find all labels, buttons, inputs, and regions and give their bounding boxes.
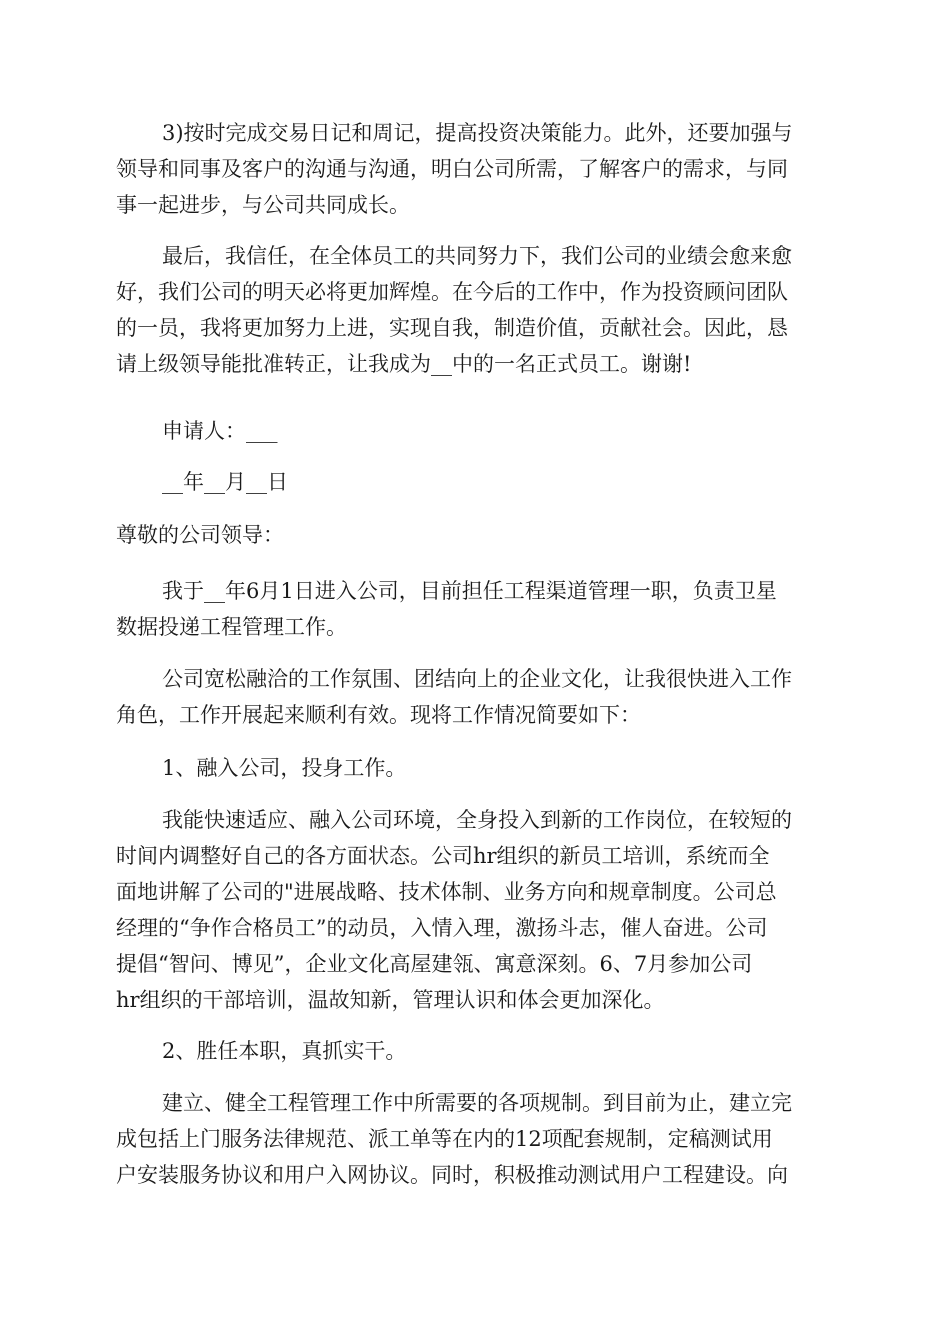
paragraph — [116, 115, 793, 223]
paragraph-line: 数据投递工程管理工作。 — [116, 615, 347, 639]
paragraph-line: 我于__年6月1日进入公司，目前担任工程渠道管理一职，负责卫星 — [162, 579, 777, 603]
document-body — [116, 0, 834, 1344]
paragraph-line: 时间内调整好自己的各方面状态。公司hr组织的新员工培训，系统而全 — [116, 844, 770, 868]
paragraph-line: 2、胜任本职，真抓实干。 — [162, 1039, 407, 1063]
paragraph-line: 申请人：___ — [162, 419, 278, 443]
paragraph-line: 面地讲解了公司的"进展战略、技术体制、业务方向和规章制度。公司总 — [116, 880, 777, 904]
paragraph-line: 事一起进步，与公司共同成长。 — [116, 193, 410, 217]
paragraph — [116, 573, 777, 645]
paragraph-line: 我能快速适应、融入公司环境，全身投入到新的工作岗位，在较短的 — [162, 808, 792, 832]
paragraph — [116, 750, 406, 786]
paragraph-line: 建立、健全工程管理工作中所需要的各项规制。到目前为止，建立完 — [162, 1091, 792, 1115]
paragraph — [116, 1033, 406, 1069]
paragraph — [116, 1085, 792, 1193]
paragraph — [116, 802, 792, 1018]
paragraph — [116, 661, 792, 733]
paragraph-line: 公司宽松融洽的工作氛围、团结向上的企业文化，让我很快进入工作 — [162, 667, 792, 691]
paragraph — [116, 238, 792, 382]
paragraph — [116, 413, 278, 449]
paragraph-line: 角色，工作开展起来顺利有效。现将工作情况简要如下： — [116, 703, 641, 727]
paragraph — [116, 517, 284, 553]
paragraph-line: 领导和同事及客户的沟通与沟通，明白公司所需，了解客户的需求，与同 — [116, 157, 788, 181]
paragraph-line: 最后，我信任，在全体员工的共同努力下，我们公司的业绩会愈来愈 — [162, 244, 792, 268]
paragraph-line: hr组织的干部培训，温故知新，管理认识和体会更加深化。 — [116, 988, 665, 1012]
paragraph-line: 好，我们公司的明天必将更加辉煌。在今后的工作中，作为投资顾问团队 — [116, 280, 788, 304]
paragraph-line: 1、融入公司，投身工作。 — [162, 756, 407, 780]
paragraph-line: 经理的“争作合格员工”的动员，入情入理，激扬斗志，催人奋进。公司 — [116, 916, 768, 940]
paragraph-line: 成包括上门服务法律规范、派工单等在内的12项配套规制，定稿测试用 — [116, 1127, 773, 1151]
paragraph-line: 3)按时完成交易日记和周记，提高投资决策能力。此外，还要加强与 — [162, 121, 793, 145]
paragraph-line: 请上级领导能批准转正，让我成为__中的一名正式员工。谢谢! — [116, 352, 692, 376]
paragraph-line: 尊敬的公司领导： — [116, 523, 284, 547]
paragraph-line: 户安装服务协议和用户入网协议。同时，积极推动测试用户工程建设。向 — [116, 1163, 788, 1187]
paragraph — [116, 464, 288, 500]
paragraph-line: 的一员，我将更加努力上进，实现自我，制造价值，贡献社会。因此，恳 — [116, 316, 788, 340]
paragraph-line: 提倡“智问、博见”，企业文化高屋建瓴、寓意深刻。6、7月参加公司 — [116, 952, 753, 976]
paragraph-line: __年__月__日 — [162, 470, 288, 494]
